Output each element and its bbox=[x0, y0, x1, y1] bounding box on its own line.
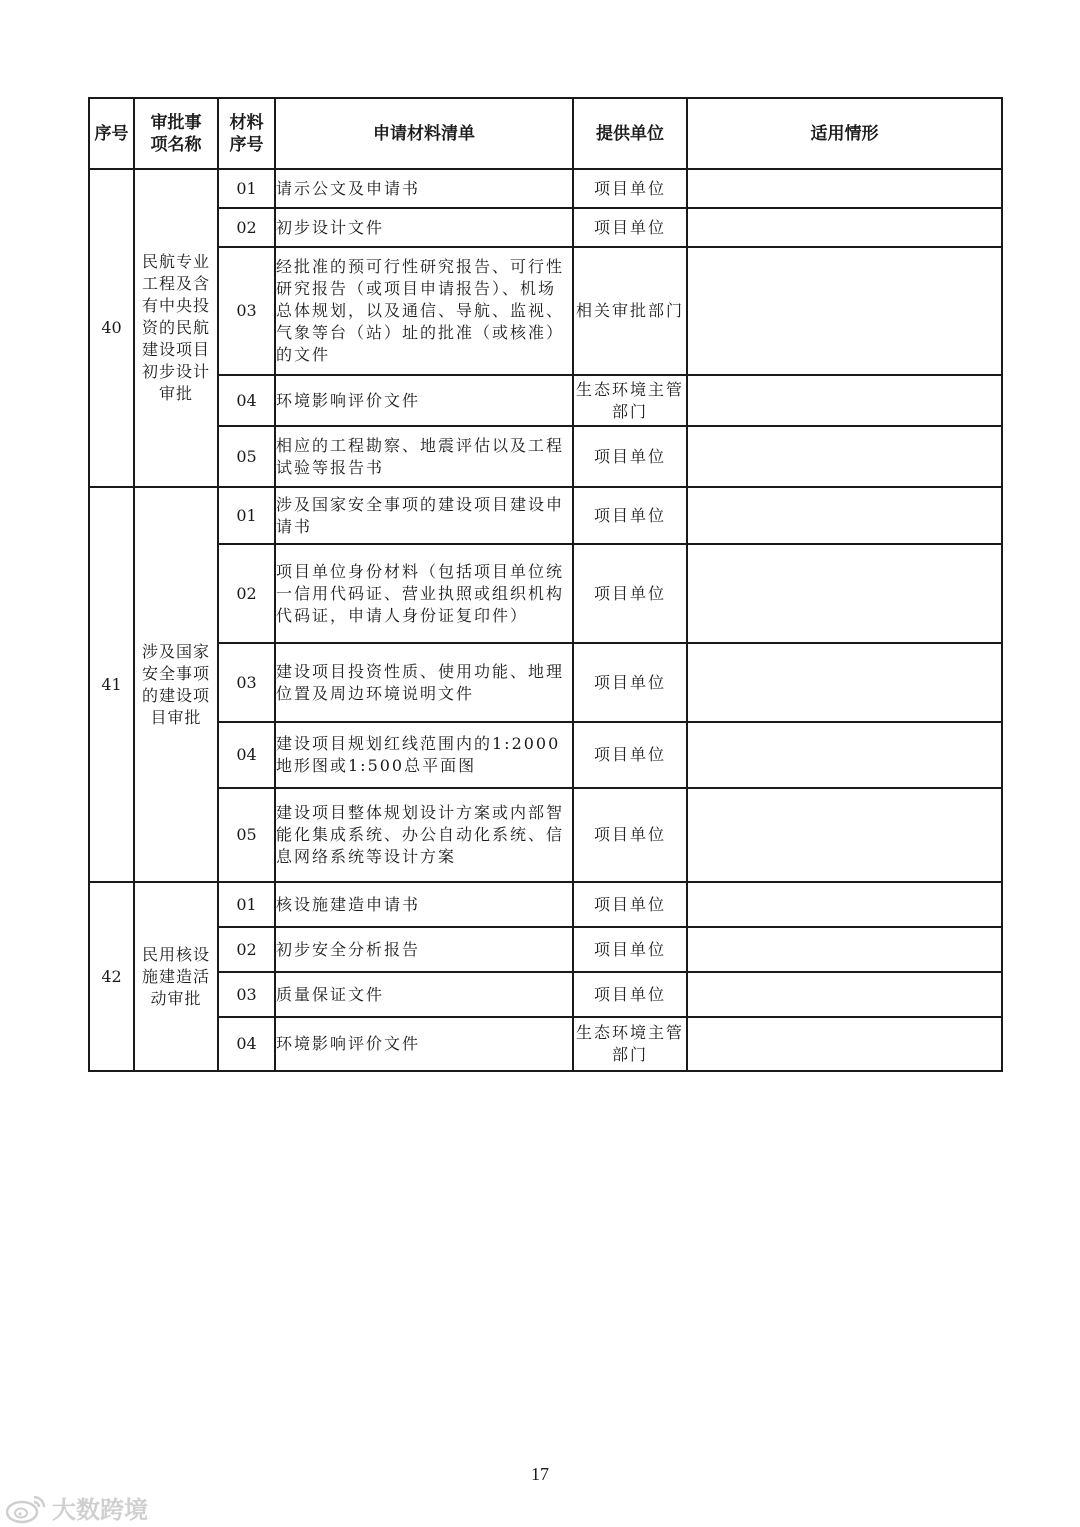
table-row bbox=[89, 208, 1002, 247]
provider-text: 项目单位 bbox=[573, 426, 687, 487]
table-row bbox=[89, 426, 1002, 487]
material-no: 05 bbox=[218, 788, 275, 882]
provider-text: 项目单位 bbox=[573, 643, 687, 722]
table-row bbox=[89, 1017, 1002, 1071]
provider-text: 生态环境主管部门 bbox=[573, 375, 687, 426]
page-number: 17 bbox=[531, 1464, 549, 1484]
material-no: 01 bbox=[218, 487, 275, 544]
provider-text: 项目单位 bbox=[573, 882, 687, 927]
situation-cell bbox=[687, 788, 1002, 882]
table-row bbox=[89, 643, 1002, 722]
group-seq: 41 bbox=[89, 487, 134, 882]
situation-cell bbox=[687, 882, 1002, 927]
material-text: 项目单位身份材料（包括项目单位统一信用代码证、营业执照或组织机构代码证，申请人身份证复印件） bbox=[275, 544, 573, 643]
provider-text: 项目单位 bbox=[573, 544, 687, 643]
provider-text: 项目单位 bbox=[573, 208, 687, 247]
material-text: 请示公文及申请书 bbox=[275, 169, 573, 208]
material-no: 04 bbox=[218, 1017, 275, 1071]
provider-text: 项目单位 bbox=[573, 487, 687, 544]
situation-cell bbox=[687, 722, 1002, 788]
provider-text: 项目单位 bbox=[573, 972, 687, 1017]
material-text: 核设施建造申请书 bbox=[275, 882, 573, 927]
header-provider: 提供单位 bbox=[573, 98, 687, 169]
table-row bbox=[89, 927, 1002, 972]
table-row bbox=[89, 544, 1002, 643]
situation-cell bbox=[687, 426, 1002, 487]
material-text: 建设项目规划红线范围内的1:2000地形图或1:500总平面图 bbox=[275, 722, 573, 788]
header-material-list: 申请材料清单 bbox=[275, 98, 573, 169]
table-row bbox=[89, 169, 1002, 208]
table-header-row bbox=[89, 98, 1002, 169]
material-no: 02 bbox=[218, 544, 275, 643]
material-text: 初步安全分析报告 bbox=[275, 927, 573, 972]
table-row bbox=[89, 788, 1002, 882]
approval-materials-table bbox=[88, 97, 1003, 1072]
situation-cell bbox=[687, 1017, 1002, 1071]
material-no: 04 bbox=[218, 375, 275, 426]
material-no: 02 bbox=[218, 208, 275, 247]
material-no: 03 bbox=[218, 247, 275, 375]
material-text: 涉及国家安全事项的建设项目建设申请书 bbox=[275, 487, 573, 544]
material-text: 建设项目投资性质、使用功能、地理位置及周边环境说明文件 bbox=[275, 643, 573, 722]
header-situation: 适用情形 bbox=[687, 98, 1002, 169]
provider-text: 相关审批部门 bbox=[573, 247, 687, 375]
situation-cell bbox=[687, 169, 1002, 208]
material-no: 03 bbox=[218, 972, 275, 1017]
material-no: 04 bbox=[218, 722, 275, 788]
provider-text: 生态环境主管部门 bbox=[573, 1017, 687, 1071]
table-row bbox=[89, 882, 1002, 927]
material-text: 初步设计文件 bbox=[275, 208, 573, 247]
provider-text: 项目单位 bbox=[573, 722, 687, 788]
group-name: 民航专业工程及含有中央投资的民航建设项目初步设计审批 bbox=[134, 169, 218, 487]
material-text: 相应的工程勘察、地震评估以及工程试验等报告书 bbox=[275, 426, 573, 487]
header-material-seq: 材料序号 bbox=[218, 98, 275, 169]
situation-cell bbox=[687, 247, 1002, 375]
material-no: 05 bbox=[218, 426, 275, 487]
header-item-name: 审批事项名称 bbox=[134, 98, 218, 169]
situation-cell bbox=[687, 208, 1002, 247]
material-no: 02 bbox=[218, 927, 275, 972]
material-no: 01 bbox=[218, 882, 275, 927]
situation-cell bbox=[687, 927, 1002, 972]
material-text: 环境影响评价文件 bbox=[275, 375, 573, 426]
material-text: 环境影响评价文件 bbox=[275, 1017, 573, 1071]
situation-cell bbox=[687, 487, 1002, 544]
group-name: 涉及国家安全事项的建设项目审批 bbox=[134, 487, 218, 882]
watermark bbox=[4, 1490, 148, 1525]
situation-cell bbox=[687, 375, 1002, 426]
material-text: 经批准的预可行性研究报告、可行性研究报告（或项目申请报告）、机场总体规划，以及通信、导航、监视、气象等台（站）址的批准（或核准）的文件 bbox=[275, 247, 573, 375]
weibo-logo-icon bbox=[4, 1492, 48, 1524]
table-row bbox=[89, 487, 1002, 544]
material-no: 03 bbox=[218, 643, 275, 722]
situation-cell bbox=[687, 643, 1002, 722]
situation-cell bbox=[687, 972, 1002, 1017]
group-seq: 42 bbox=[89, 882, 134, 1071]
header-seq: 序号 bbox=[89, 98, 134, 169]
situation-cell bbox=[687, 544, 1002, 643]
table-row bbox=[89, 247, 1002, 375]
table-row bbox=[89, 722, 1002, 788]
material-text: 建设项目整体规划设计方案或内部智能化集成系统、办公自动化系统、信息网络系统等设计方案 bbox=[275, 788, 573, 882]
material-text: 质量保证文件 bbox=[275, 972, 573, 1017]
provider-text: 项目单位 bbox=[573, 788, 687, 882]
provider-text: 项目单位 bbox=[573, 927, 687, 972]
table-row bbox=[89, 972, 1002, 1017]
group-name: 民用核设施建造活动审批 bbox=[134, 882, 218, 1071]
provider-text: 项目单位 bbox=[573, 169, 687, 208]
group-seq: 40 bbox=[89, 169, 134, 487]
table-row bbox=[89, 375, 1002, 426]
watermark-text: 大数跨境 bbox=[52, 1496, 148, 1524]
material-no: 01 bbox=[218, 169, 275, 208]
